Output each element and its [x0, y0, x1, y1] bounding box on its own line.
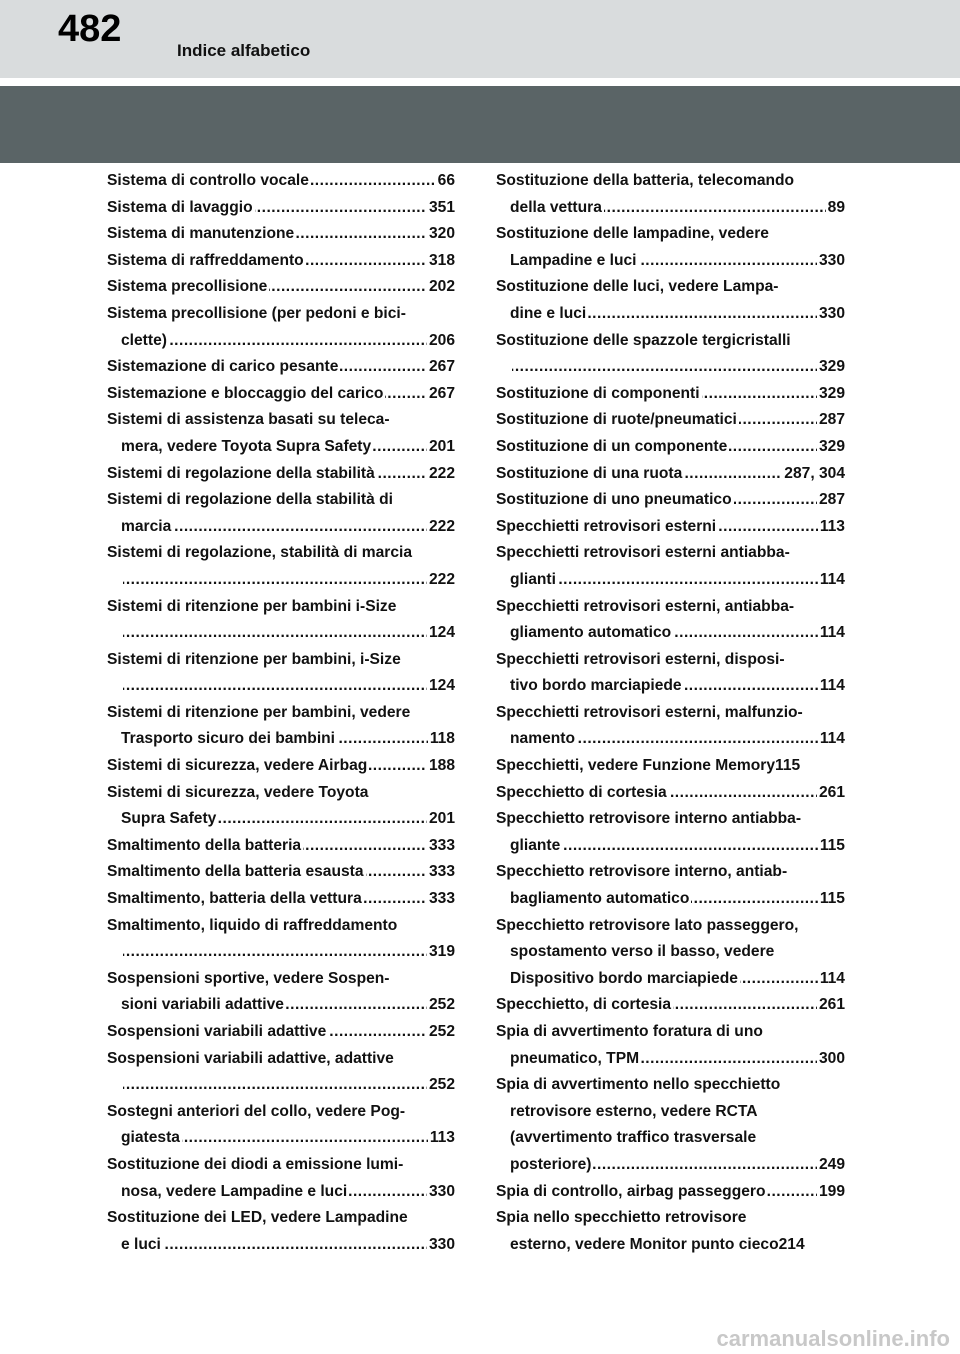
- index-entry-text: Spia di controllo, airbag passeggero: [496, 1182, 766, 1200]
- index-entry-page: 329: [817, 354, 845, 381]
- index-entry-text: sioni variabili adattive: [121, 996, 284, 1014]
- index-entry: [107, 726, 455, 753]
- index-entry: [107, 195, 455, 222]
- index-entry-text: bagliamento automatico: [510, 890, 690, 908]
- index-entry-text: Specchietto retrovisore interno antiabba-: [496, 810, 802, 828]
- index-entry-text: Sistemi di ritenzione per bambini i-Size: [107, 597, 397, 615]
- section-title: Indice alfabetico: [177, 41, 311, 60]
- index-entry-page: 199: [817, 1179, 845, 1206]
- index-entry: [107, 966, 455, 993]
- index-entry-page: 318: [427, 248, 455, 275]
- index-entry: [107, 594, 455, 621]
- index-entry-text: marcia: [121, 517, 172, 535]
- index-entry-text: Sostituzione di un componente: [496, 437, 728, 455]
- index-entry-text: Sostituzione dei LED, vedere Lampadine: [107, 1209, 408, 1227]
- index-entry-page: 300: [817, 1046, 845, 1073]
- index-entry: [496, 780, 845, 807]
- index-entry-text: retrovisore esterno, vedere RCTA: [510, 1102, 758, 1120]
- index-entry-text: Smaltimento della batteria: [107, 836, 302, 854]
- index-entry-text: Sostituzione di ruote/pneumatici: [496, 411, 737, 429]
- index-entry: [496, 168, 845, 195]
- index-entry-page: 222: [427, 461, 455, 488]
- index-entry: [496, 647, 845, 674]
- index-entry-page: 319: [427, 939, 455, 966]
- index-entry: [107, 1072, 455, 1099]
- index-entry-text: gliamento automatico: [510, 624, 672, 642]
- index-entry-text: Sostituzione di una ruota: [496, 464, 683, 482]
- index-entry: [107, 780, 455, 807]
- index-entry-text: Sistemazione e bloccaggio del carico: [107, 384, 384, 402]
- index-entry: [107, 647, 455, 674]
- index-entry-text: Sistema di controllo vocale: [107, 172, 309, 189]
- index-entry-page: 351: [427, 195, 455, 222]
- index-entry: [496, 913, 845, 940]
- index-entry: [107, 1179, 455, 1206]
- index-entry-page: 114: [818, 673, 845, 700]
- index-entry-page: 113: [428, 1125, 455, 1152]
- index-entry-page: 124: [427, 673, 455, 700]
- index-entry-text: Specchietto di cortesia: [496, 783, 667, 801]
- index-entry: [496, 407, 845, 434]
- index-entry-text: Sistema di manutenzione: [107, 225, 295, 243]
- index-entry-page: 329: [817, 434, 845, 461]
- index-entry-page: 206: [427, 328, 455, 355]
- index-entry-page: 249: [817, 1152, 845, 1179]
- index-entry: [107, 1019, 455, 1046]
- index-entry-text: [121, 1076, 123, 1093]
- index-entry: [496, 195, 845, 222]
- index-entry: [496, 540, 845, 567]
- index-entry-text: Sistemi di sicurezza, vedere Airbag: [107, 757, 368, 775]
- index-entry: [496, 806, 845, 833]
- index-entry-page: 330: [427, 1179, 455, 1206]
- index-entry-page: 201: [427, 806, 455, 833]
- index-entry: [496, 833, 845, 860]
- index-entry: [496, 221, 845, 248]
- index-entry-text: clette): [121, 331, 167, 349]
- index-entry: [107, 1099, 455, 1126]
- index-entry: [107, 354, 455, 381]
- index-entry-page: 267: [427, 381, 455, 408]
- index-entry: [496, 1125, 845, 1152]
- index-entry: [496, 726, 845, 753]
- index-entry-text: Specchietti retrovisori esterni, disposi-: [496, 650, 785, 668]
- index-entry: [496, 1152, 845, 1179]
- index-entry: [496, 354, 845, 381]
- index-entry-page: 261: [817, 992, 845, 1019]
- index-entry-text: Spia di avvertimento foratura di uno: [496, 1023, 763, 1040]
- index-entry-page: 333: [427, 859, 455, 886]
- index-entry-page: 329: [817, 381, 845, 408]
- index-entry: [107, 886, 455, 913]
- index-entry-text: Sostituzione delle spazzole tergicristalli: [496, 331, 791, 349]
- index-entry: [496, 1019, 845, 1046]
- watermark: carmanualsonline.info: [716, 1326, 950, 1351]
- index-entry-text: Sostituzione di componenti: [496, 384, 700, 402]
- index-entry-page: 118: [428, 726, 455, 753]
- index-entry-text: Spia nello specchietto retrovisore: [496, 1209, 747, 1227]
- index-entry-text: Sistema precollisione (per pedoni e bici-: [107, 304, 406, 322]
- index-entry: [496, 1099, 845, 1126]
- index-entry-text: Sistema di lavaggio: [107, 198, 253, 216]
- index-entry: [107, 221, 455, 248]
- index-entry-page: 113: [818, 514, 845, 541]
- index-entry: [496, 381, 845, 408]
- index-column-left: [107, 168, 455, 1258]
- index-entry-text: Sostituzione delle lampadine, vedere: [496, 225, 769, 243]
- index-entry-page: 287, 304: [782, 461, 845, 488]
- index-entry: [496, 1046, 845, 1073]
- index-entry-page: 330: [427, 1232, 455, 1259]
- index-entry-text: Lampadine e luci: [510, 251, 637, 269]
- index-entry-page: 114: [818, 620, 845, 647]
- index-entry-page: 252: [427, 1019, 455, 1046]
- index-entry: [107, 753, 455, 780]
- header-bar: [0, 0, 960, 78]
- index-entry-text: Sostituzione della batteria, telecomando: [496, 172, 795, 189]
- header-band: [0, 86, 960, 163]
- index-entry: [496, 753, 845, 780]
- index-entry-text: Sospensioni sportive, vedere Sospen-: [107, 969, 390, 987]
- index-entry-text: Specchietto retrovisore lato passeggero,: [496, 916, 799, 934]
- index-entry-text: Smaltimento della batteria esausta: [107, 863, 364, 881]
- index-entry: [107, 1152, 455, 1179]
- index-entry: [107, 381, 455, 408]
- index-entry-page: 114: [818, 726, 845, 753]
- index-entry-text: Sistema di raffreddamento: [107, 251, 304, 269]
- index-entry-text: (avvertimento traffico trasversale: [510, 1129, 757, 1147]
- index-entry: [107, 328, 455, 355]
- index-entry-page: 267: [427, 354, 455, 381]
- index-entry-page: 66: [436, 168, 455, 195]
- index-entry-page: 330: [817, 301, 845, 328]
- index-entry: [496, 301, 845, 328]
- index-entry: [496, 1232, 845, 1259]
- index-entry-text: Spia di avvertimento nello specchietto: [496, 1076, 781, 1094]
- index-entry-page: 333: [427, 886, 455, 913]
- index-entry-text: Specchietti, vedere Funzione Memory115: [496, 757, 801, 775]
- index-entry-page: 114: [818, 966, 845, 993]
- index-entry: [496, 966, 845, 993]
- index-entry: [496, 700, 845, 727]
- page-number: 482: [58, 8, 122, 50]
- index-entry-page: 115: [818, 886, 845, 913]
- index-entry: [107, 461, 455, 488]
- index-entry-text: Specchietti retrovisori esterni: [496, 517, 717, 535]
- index-entry-page: 202: [427, 274, 455, 301]
- index-entry: [107, 673, 455, 700]
- index-entry-text: nosa, vedere Lampadine e luci: [121, 1182, 348, 1200]
- index-entry-text: Sistemi di regolazione, stabilità di marcia: [107, 544, 413, 562]
- index-entry-text: [121, 677, 123, 694]
- index-entry: [107, 274, 455, 301]
- index-entry: [107, 168, 455, 195]
- index-entry: [496, 594, 845, 621]
- index-entry-page: 333: [427, 833, 455, 860]
- index-entry: [107, 859, 455, 886]
- index-entry: [496, 886, 845, 913]
- index-entry-text: Specchietti retrovisori esterni, antiabba-: [496, 597, 795, 615]
- index-entry-text: [121, 624, 123, 641]
- index-entry-text: spostamento verso il basso, vedere: [510, 943, 775, 961]
- index-entry-text: Specchietti retrovisori esterni antiabba-: [496, 544, 790, 562]
- index-entry-page: 261: [817, 780, 845, 807]
- index-entry: [496, 673, 845, 700]
- index-entry-text: Sistemi di assistenza basati su teleca-: [107, 411, 390, 429]
- index-entry: [496, 461, 845, 488]
- index-entry: [107, 913, 455, 940]
- index-entry: [107, 1125, 455, 1152]
- index-entry-page: 201: [427, 434, 455, 461]
- index-entry-text: Specchietto retrovisore interno, antiab-: [496, 863, 788, 881]
- index-entry-text: [121, 943, 123, 960]
- index-entry-text: Sistemi di ritenzione per bambini, i-Size: [107, 650, 401, 668]
- index-entry: [107, 540, 455, 567]
- index-entry: [496, 328, 845, 355]
- index-entry-page: 222: [427, 567, 455, 594]
- index-entry-text: Sistemi di ritenzione per bambini, vedere: [107, 703, 411, 721]
- index-entry: [107, 434, 455, 461]
- index-entry-page: 252: [427, 1072, 455, 1099]
- index-entry: [107, 514, 455, 541]
- index-entry-page: 287: [817, 407, 845, 434]
- index-entry: [496, 434, 845, 461]
- index-entry-text: Smaltimento, liquido di raffreddamento: [107, 916, 398, 934]
- index-entry-text: Sistema precollisione: [107, 278, 268, 296]
- index-entry: [107, 833, 455, 860]
- index-entry: [496, 939, 845, 966]
- index-entry: [496, 620, 845, 647]
- index-entry-text: gliante: [510, 836, 561, 854]
- index-entry-text: Sospensioni variabili adattive, adattive: [107, 1049, 394, 1067]
- index-entry-text: pneumatico, TPM: [510, 1049, 640, 1067]
- index-entry-text: [510, 358, 512, 375]
- index-entry: [107, 806, 455, 833]
- index-entry-page: 188: [427, 753, 455, 780]
- index-entry-text: Sostituzione di uno pneumatico: [496, 491, 732, 509]
- index-entry-text: Sistemi di sicurezza, vedere Toyota: [107, 783, 369, 801]
- index-entry-page: 222: [427, 514, 455, 541]
- index-entry-page: 115: [818, 833, 845, 860]
- index-entry-text: Sistemi di regolazione della stabilità: [107, 464, 375, 482]
- index-entry: [107, 301, 455, 328]
- index-entry-text: glianti: [510, 570, 556, 588]
- index-entry: [107, 939, 455, 966]
- index-entry-text: Sostituzione dei diodi a emissione lumi-: [107, 1155, 404, 1173]
- index-entry-text: Sistemazione di carico pesante: [107, 358, 339, 376]
- index-entry: [107, 487, 455, 514]
- header-divider: [0, 78, 960, 86]
- index-entry: [107, 1232, 455, 1259]
- index-entry: [496, 992, 845, 1019]
- index-entry-text: giatesta: [121, 1129, 180, 1147]
- index-entry-text: Specchietti retrovisori esterni, malfunzio-: [496, 703, 803, 721]
- index-entry: [107, 620, 455, 647]
- index-entry-text: Sostegni anteriori del collo, vedere Pog-: [107, 1102, 406, 1120]
- index-entry: [496, 1205, 845, 1232]
- index-entry-page: 330: [817, 248, 845, 275]
- index-entry: [496, 1072, 845, 1099]
- index-entry-text: Trasporto sicuro dei bambini: [121, 730, 336, 748]
- index-entry-text: Sostituzione delle luci, vedere Lampa-: [496, 278, 779, 296]
- index-entry-text: Specchietto, di cortesia: [496, 996, 672, 1014]
- index-entry: [496, 487, 845, 514]
- index-entry-page: 114: [818, 567, 845, 594]
- index-entry: [496, 274, 845, 301]
- index-entry-text: tivo bordo marciapiede: [510, 677, 682, 695]
- index-entry-page: 320: [427, 221, 455, 248]
- index-entry: [107, 700, 455, 727]
- index-entry: [496, 1179, 845, 1206]
- index-entry-text: namento: [510, 730, 575, 748]
- index-entry-text: mera, vedere Toyota Supra Safety: [121, 437, 372, 455]
- index-entry-text: Sistemi di regolazione della stabilità di: [107, 491, 393, 509]
- index-column-right: [496, 168, 845, 1258]
- index-entry: [107, 248, 455, 275]
- index-entry-text: Smaltimento, batteria della vettura: [107, 890, 362, 908]
- index-entry-text: Supra Safety: [121, 810, 217, 828]
- index-entry-page: 287: [817, 487, 845, 514]
- index-entry-page: 124: [427, 620, 455, 647]
- index-entry-text: Dispositivo bordo marciapiede: [510, 969, 738, 987]
- index-entry-text: dine e luci: [510, 304, 587, 322]
- index-entry: [107, 992, 455, 1019]
- index-entry-text: Sospensioni variabili adattive: [107, 1023, 327, 1040]
- index-entry-page: 252: [427, 992, 455, 1019]
- index-entry: [107, 1205, 455, 1232]
- index-entry: [107, 567, 455, 594]
- index-entry-page: 89: [826, 195, 845, 222]
- index-entry-text: [121, 571, 123, 588]
- index-entry-text: posteriore): [510, 1155, 592, 1173]
- index-entry: [496, 859, 845, 886]
- index-entry-text: e luci: [121, 1235, 161, 1253]
- index-entry: [107, 407, 455, 434]
- index-entry-text: della vettura: [510, 198, 602, 216]
- index-entry: [496, 514, 845, 541]
- index-entry: [496, 248, 845, 275]
- index-entry: [496, 567, 845, 594]
- index-entry-text: esterno, vedere Monitor punto cieco214: [510, 1235, 805, 1253]
- index-entry: [107, 1046, 455, 1073]
